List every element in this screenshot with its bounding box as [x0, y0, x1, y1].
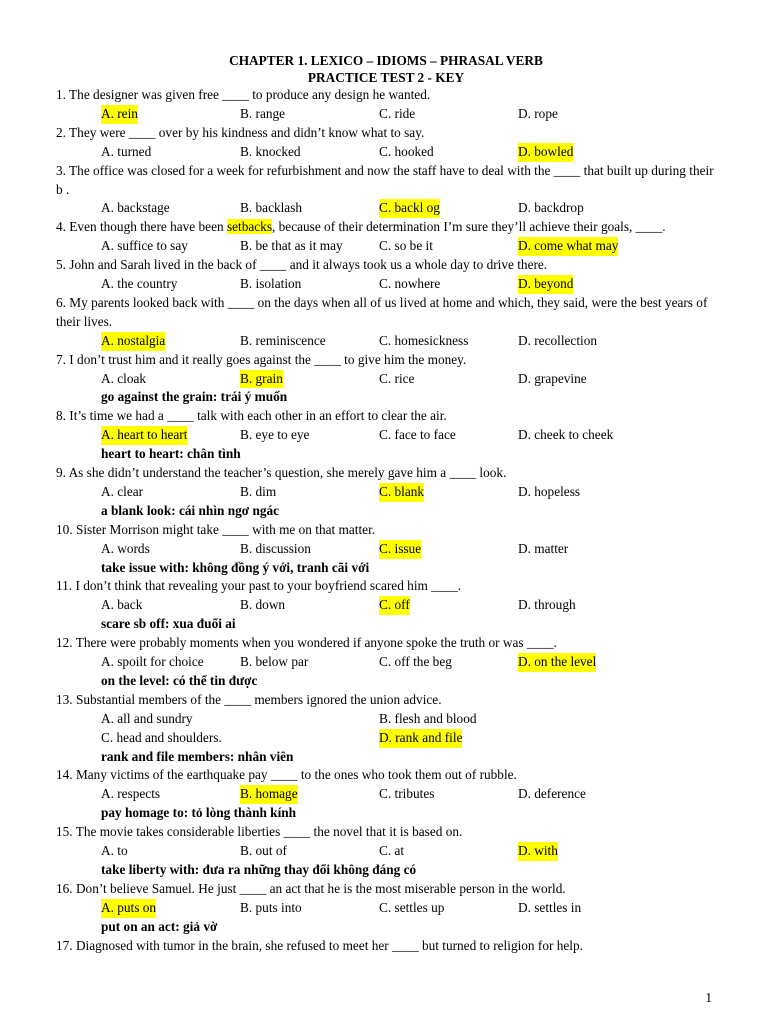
options-row	[56, 105, 716, 124]
options-row	[56, 483, 716, 502]
answer-option: B. be that as it may	[240, 238, 343, 254]
answer-option: D. cheek to cheek	[518, 427, 614, 443]
answer-option-correct: D. on the level	[518, 653, 596, 672]
answer-option: A. the country	[101, 276, 178, 291]
question-item	[56, 464, 716, 521]
answer-option: B. eye to eye	[240, 427, 310, 443]
answer-option: B. below par	[240, 654, 309, 670]
question-item	[56, 823, 716, 880]
answer-option: B. reminiscence	[240, 332, 326, 348]
question-item	[56, 256, 716, 294]
answer-option: A. to	[101, 843, 128, 859]
answer-option: A. clear	[101, 483, 144, 499]
answer-option-correct: D. beyond	[518, 275, 573, 294]
options-row	[56, 596, 716, 615]
answer-option: B. isolation	[240, 276, 302, 291]
answer-option: C. ride	[379, 105, 416, 121]
answer-option-correct: D. bowled	[518, 143, 573, 162]
answer-option: B. discussion	[240, 540, 311, 556]
answer-option: A. spoilt for choice	[101, 654, 204, 670]
question-text: 7. I don’t trust him and it really goes against the ____ to give him the money.	[56, 351, 467, 367]
question-text: 14. Many victims of the earthquake pay ____ to the ones who took them out of rubble.	[56, 767, 517, 783]
answer-option: A. backstage	[101, 200, 170, 216]
question-list	[56, 86, 716, 955]
test-title: PRACTICE TEST 2 - KEY	[307, 70, 465, 85]
options-row	[56, 275, 716, 294]
answer-option: A. turned	[101, 143, 152, 159]
question-text: 8. It’s time we had a ____ talk with each other in an effort to clear the air.	[56, 408, 447, 424]
answer-option: C. nowhere	[379, 276, 441, 291]
highlighted-word: setbacks	[226, 219, 272, 235]
answer-option: A. all and sundry	[101, 710, 193, 726]
answer-option-correct: C. off	[379, 596, 410, 615]
answer-option: C. so be it	[379, 238, 433, 254]
question-text: 16. Don’t believe Samuel. He just ____ an act that he is the most miserable person in the world.	[56, 880, 566, 896]
answer-option: A. respects	[101, 786, 161, 802]
answer-option: A. words	[101, 540, 150, 556]
question-text: 5. John and Sarah lived in the back of ____ and it always took us a whole day to drive there.	[56, 257, 548, 273]
answer-option: C. tributes	[379, 786, 435, 802]
answer-option: C. rice	[379, 370, 415, 386]
options-row	[56, 710, 716, 729]
answer-option: B. out of	[240, 843, 287, 859]
idiom-note: rank and file members: nhân viên	[101, 748, 294, 764]
answer-option-correct: B. grain	[240, 370, 283, 389]
idiom-note: on the level: có thể tin được	[101, 672, 258, 688]
idiom-note: take liberty with: đưa ra những thay đổi không đáng có	[101, 861, 417, 877]
question-item	[56, 162, 716, 219]
question-text: 15. The movie takes considerable liberties ____ the novel that it is based on.	[56, 824, 463, 840]
options-row	[56, 899, 716, 918]
question-text: 13. Substantial members of the ____ members ignored the union advice.	[56, 691, 442, 707]
question-item	[56, 294, 716, 351]
idiom-note: heart to heart: chân tình	[101, 446, 241, 462]
answer-option-correct: A. rein	[101, 105, 138, 124]
question-text: 11. I don’t think that revealing your past to your boyfriend scared him ____.	[56, 578, 462, 594]
question-text: 2. They were ____ over by his kindness and didn’t know what to say.	[56, 124, 425, 140]
question-text: 6. My parents looked back with ____ on the days when all of us lived at home and which, they said, were the best years of their lives.	[56, 294, 708, 329]
question-text	[56, 218, 716, 237]
answer-option: B. knocked	[240, 143, 301, 159]
question-text-part: , because of their determination I’m sure they’ll achieve their goals, ____.	[272, 219, 666, 235]
answer-option-correct: C. blank	[379, 483, 424, 502]
question-item	[56, 880, 716, 937]
answer-option: C. face to face	[379, 427, 456, 443]
answer-option-correct: C. backl og	[379, 199, 440, 218]
answer-option: A. suffice to say	[101, 238, 188, 254]
answer-option: D. grapevine	[518, 370, 587, 386]
answer-option: D. hopeless	[518, 483, 581, 499]
answer-option: C. head and shoulders.	[101, 729, 222, 745]
answer-option-correct: A. puts on	[101, 899, 156, 918]
question-item	[56, 691, 716, 767]
options-row	[56, 729, 716, 748]
answer-option-correct: B. homage	[240, 785, 298, 804]
question-item	[56, 521, 716, 578]
question-text-part: 4. Even though there have been	[56, 219, 227, 235]
question-item	[56, 218, 716, 256]
answer-option: C. hooked	[379, 143, 434, 159]
options-row	[56, 540, 716, 559]
answer-option-correct: A. heart to heart	[101, 426, 187, 445]
answer-option-correct: D. with	[518, 842, 558, 861]
answer-option: C. at	[379, 843, 405, 859]
idiom-note: pay homage to: tỏ lòng thành kính	[101, 805, 297, 821]
question-item	[56, 577, 716, 634]
idiom-note: a blank look: cái nhìn ngơ ngác	[101, 502, 280, 518]
question-item	[56, 351, 716, 408]
idiom-note: put on an act: giả vờ	[101, 918, 218, 934]
options-row	[56, 785, 716, 804]
options-row	[56, 199, 716, 218]
chapter-title: CHAPTER 1. LEXICO – IDIOMS – PHRASAL VERB	[229, 53, 543, 68]
question-item	[56, 634, 716, 691]
question-item	[56, 124, 716, 162]
question-item	[56, 766, 716, 823]
page-number: 1	[705, 990, 712, 1005]
answer-option: D. rope	[518, 105, 558, 121]
answer-option-correct: A. nostalgia	[101, 332, 165, 351]
question-text: 9. As she didn’t understand the teacher’s question, she merely gave him a ____ look.	[56, 465, 507, 480]
options-row	[56, 653, 716, 672]
question-text: 1. The designer was given free ____ to produce any design he wanted.	[56, 87, 431, 102]
answer-option: B. puts into	[240, 899, 302, 915]
answer-option: D. through	[518, 597, 576, 613]
idiom-note: scare sb off: xua đuổi ai	[101, 616, 236, 632]
question-item	[56, 937, 716, 956]
question-text: 17. Diagnosed with tumor in the brain, she refused to meet her ____ but turned to religion for help.	[56, 937, 583, 953]
answer-option: D. deference	[518, 786, 586, 802]
options-row	[56, 143, 716, 162]
answer-option: D. recollection	[518, 332, 598, 348]
answer-option: B. backlash	[240, 200, 303, 216]
answer-option: D. backdrop	[518, 200, 584, 216]
answer-option-correct: D. come what may	[518, 237, 618, 256]
question-item	[56, 407, 716, 464]
options-row	[56, 370, 716, 389]
answer-option: C. off the beg	[379, 654, 452, 670]
question-text: 10. Sister Morrison might take ____ with me on that matter.	[56, 521, 376, 537]
answer-option: C. homesickness	[379, 332, 469, 348]
options-row	[56, 842, 716, 861]
answer-option: B. range	[240, 105, 286, 121]
answer-option: D. settles in	[518, 899, 582, 915]
answer-option-correct: D. rank and file	[379, 729, 462, 748]
answer-option: D. matter	[518, 540, 569, 556]
options-row	[56, 332, 716, 351]
answer-option: A. back	[101, 597, 143, 613]
options-row	[56, 426, 716, 445]
question-text: 12. There were probably moments when you wondered if anyone spoke the truth or was ____.	[56, 635, 557, 651]
answer-option: B. flesh and blood	[379, 710, 477, 726]
document-page	[56, 52, 716, 955]
answer-option: C. settles up	[379, 899, 445, 915]
answer-option: B. dim	[240, 483, 277, 499]
idiom-note: go against the grain: trái ý muốn	[101, 389, 288, 405]
answer-option-correct: C. issue	[379, 540, 421, 559]
options-row	[56, 237, 716, 256]
answer-option: A. cloak	[101, 370, 147, 386]
answer-option: B. down	[240, 597, 286, 613]
idiom-note: take issue with: không đồng ý với, tranh cãi với	[101, 559, 370, 575]
question-text: 3. The office was closed for a week for refurbishment and now the staff have to deal with the ____ that built up during their b .	[56, 162, 714, 197]
question-item	[56, 86, 716, 124]
